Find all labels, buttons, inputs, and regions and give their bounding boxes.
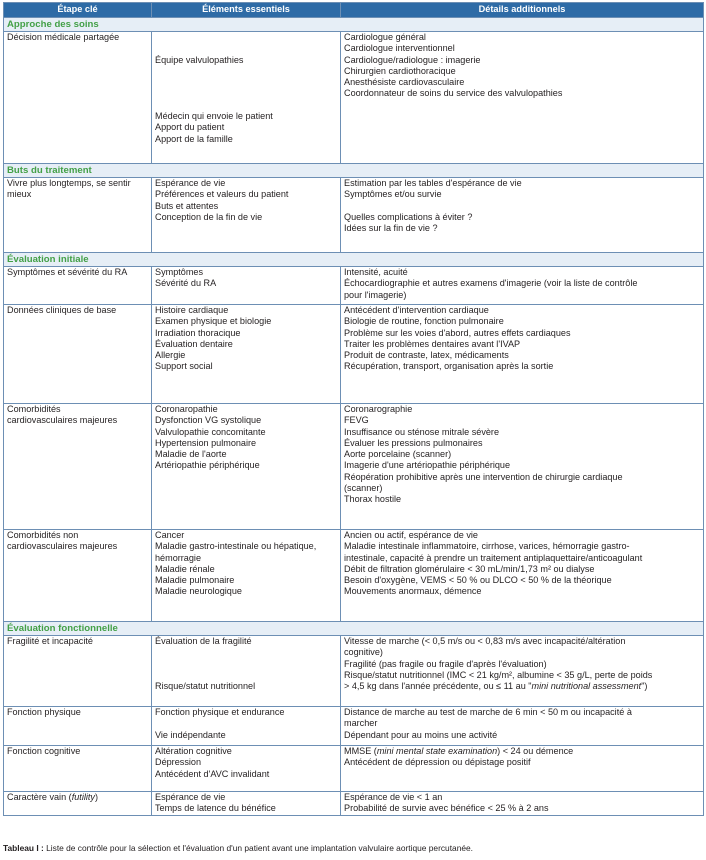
key-step-line: Comorbidités non [7,530,79,540]
table-row [4,530,704,622]
detail-line: Échocardiographie et autres examens d'imagerie (voir la liste de contrôle [344,278,638,289]
table-row [4,305,704,404]
essential-element-line: Fonction physique et endurance [155,707,285,717]
essential-element-line: Maladie rénale [155,563,215,574]
table-row [4,792,704,816]
detail-line: Probabilité de survie avec bénéfice < 25 % à 2 ans [344,803,549,814]
essential-element-line: Irradiation thoracique [155,327,241,338]
key-step-cell [4,746,152,792]
essential-element-line: hémorragie [155,552,201,563]
header-additional-details: Détails additionnels [341,3,704,18]
key-step-cell [4,707,152,746]
essential-element-line: Apport de la famille [155,133,233,144]
blank-line [155,100,337,111]
essential-elements-cell [152,636,341,707]
essential-element-line: Hypertension pulmonaire [155,437,257,448]
detail-line: Quelles complications à éviter ? [344,211,473,222]
detail-line: (scanner) [344,483,383,494]
essential-element-line: Histoire cardiaque [155,305,229,315]
detail-line: Traiter les problèmes dentaires avant l'IVAP [344,338,521,349]
blank-line [155,88,337,99]
key-step-cell [4,305,152,404]
essential-element-line: Conception de la fin de vie [155,211,263,222]
essential-element-line: Maladie de l'aorte [155,449,227,460]
detail-line: MMSE (mini mental state examination) < 24 ou démence [344,746,574,756]
blank-line [155,77,337,88]
detail-line: Coordonnateur de soins du service des valvulopathies [344,88,563,99]
detail-line: Cardiologue général [344,32,426,42]
detail-line: Débit de filtration glomérulaire < 30 mL/min/1,73 m² ou dialyse [344,563,595,574]
detail-line: intestinale, capacité à prendre un traitement antiplaquettaire/anticoagulant [344,552,643,563]
key-step-label: Fragilité et incapacité [7,636,93,646]
detail-line: Dépendant pour au moins une activité [344,729,498,740]
table-row [4,32,704,164]
essential-element-line: Dysfonction VG systolique [155,415,262,426]
section-title: Évaluation fonctionnelle [4,622,704,636]
table-caption [3,843,473,853]
key-step-cell [4,267,152,305]
section-row [4,622,704,636]
detail-line: Estimation par les tables d'espérance de vie [344,178,522,188]
additional-details-cell [341,636,704,707]
essential-element-line: Risque/statut nutritionnel [155,681,256,692]
table-row [4,404,704,530]
essential-element-line: Maladie gastro-intestinale ou hépatique, [155,541,317,552]
essential-element-line: Apport du patient [155,122,225,133]
key-step-cell [4,530,152,622]
essential-element-line: Symptômes [155,267,204,277]
section-title: Évaluation initiale [4,253,704,267]
detail-line: Vitesse de marche (< 0,5 m/s ou < 0,83 m/s avec incapacité/altération [344,636,626,646]
key-step-line: cardiovasculaires majeures [7,541,118,552]
detail-line: Insuffisance ou sténose mitrale sévère [344,426,500,437]
essential-element-line: Coronaropathie [155,404,218,414]
essential-element-line: Espérance de vie [155,792,226,802]
section-row [4,253,704,267]
detail-line: Produit de contraste, latex, médicaments [344,350,509,361]
additional-details-cell [341,32,704,164]
essential-element-line: Valvulopathie concomitante [155,426,266,437]
caption-label: Tableau I : [3,843,44,853]
detail-line: Thorax hostile [344,494,402,505]
key-step-cell [4,636,152,707]
detail-line: Coronarographie [344,404,413,414]
detail-line: Réopération prohibitive après une intervention de chirurgie cardiaque [344,471,623,482]
key-step-label: Décision médicale partagée [7,32,120,42]
additional-details-cell [341,707,704,746]
essential-elements-cell [152,746,341,792]
additional-details-cell [341,305,704,404]
key-step-cell [4,178,152,253]
additional-details-cell [341,178,704,253]
blank-line [155,32,337,43]
caption-text: Liste de contrôle pour la sélection et l'évaluation d'un patient avant une implantation valvulaire aortique percutanée. [43,843,474,853]
essential-elements-cell [152,707,341,746]
essential-element-line: Sévérité du RA [155,278,217,289]
detail-line: Aorte porcelaine (scanner) [344,449,452,460]
detail-line: Intensité, acuité [344,267,408,277]
table-row [4,267,704,305]
detail-line: FEVG [344,415,369,426]
detail-line: Idées sur la fin de vie ? [344,223,438,234]
section-row [4,18,704,32]
detail-line: pour l'imagerie) [344,289,407,300]
detail-line: Distance de marche au test de marche de 6 min < 50 m ou incapacité à [344,707,632,717]
key-step-cell [4,792,152,816]
key-step-label: Symptômes et sévérité du RA [7,267,128,277]
blank-line [155,718,337,729]
table-header-row [4,3,704,18]
key-step-label: Vivre plus longtemps, se sentir mieux [7,178,131,200]
additional-details-cell [341,746,704,792]
essential-element-line: Examen physique et biologie [155,316,272,327]
essential-element-line: Allergie [155,350,186,361]
additional-details-cell [341,530,704,622]
detail-line: Antécédent de dépression ou dépistage positif [344,757,531,768]
essential-element-line: Dépression [155,757,201,768]
essential-elements-cell [152,404,341,530]
key-step-line: Comorbidités [7,404,61,414]
detail-line: Cardiologue interventionnel [344,43,455,54]
detail-line: Problème sur les voies d'abord, autres effets cardiaques [344,327,571,338]
detail-line: Risque/statut nutritionnel (IMC < 21 kg/m², albumine < 35 g/L, perte de poids [344,669,653,680]
essential-element-line: Cancer [155,530,185,540]
key-step-label: Caractère vain (futility) [7,792,98,802]
essential-element-line: Artériopathie périphérique [155,460,260,471]
key-step-cell [4,32,152,164]
header-key-step: Étape clé [4,3,152,18]
table-row [4,707,704,746]
detail-line: Besoin d'oxygène, VEMS < 50 % ou DLCO < 50 % de la théorique [344,575,612,586]
detail-line: Antécédent d'intervention cardiaque [344,305,489,315]
essential-element-line: Évaluation dentaire [155,338,233,349]
blank-line [155,66,337,77]
essential-element-line: Temps de latence du bénéfice [155,803,276,814]
essential-elements-cell [152,305,341,404]
key-step-label: Données cliniques de base [7,305,117,315]
section-row [4,164,704,178]
blank-line [155,647,337,658]
section-title: Buts du traitement [4,164,704,178]
detail-line: Symptômes et/ou survie [344,189,442,200]
essential-element-line: Préférences et valeurs du patient [155,189,289,200]
table-row [4,746,704,792]
additional-details-cell [341,267,704,305]
detail-line: > 4,5 kg dans l'année précédente, ou ≤ 11 au "mini nutritional assessment") [344,681,648,692]
detail-line: Espérance de vie < 1 an [344,792,443,802]
blank-line [155,670,337,681]
detail-line: marcher [344,718,378,729]
detail-line: Anesthésiste cardiovasculaire [344,77,465,88]
essential-element-line: Espérance de vie [155,178,226,188]
table-body [4,18,704,816]
essential-elements-cell [152,267,341,305]
essential-element-line: Maladie pulmonaire [155,575,235,586]
detail-line: Maladie intestinale inflammatoire, cirrhose, varices, hémorragie gastro- [344,541,630,552]
essential-element-line: Support social [155,361,213,372]
essential-elements-cell [152,32,341,164]
blank-line [155,43,337,54]
essential-element-line: Antécédent d'AVC invalidant [155,768,270,779]
key-step-label: Fonction cognitive [7,746,81,756]
detail-line: Ancien ou actif, espérance de vie [344,530,478,540]
essential-element-line: Évaluation de la fragilité [155,636,252,646]
detail-line: cognitive) [344,647,383,658]
key-step-line: cardiovasculaires majeures [7,415,118,426]
essential-elements-cell [152,530,341,622]
table-row [4,178,704,253]
blank-line [155,659,337,670]
checklist-table [3,2,704,816]
detail-line: Imagerie d'une artériopathie périphérique [344,460,511,471]
header-essential-elements: Éléments essentiels [152,3,341,18]
detail-line: Cardiologue/radiologue : imagerie [344,54,481,65]
key-step-label: Fonction physique [7,707,81,717]
additional-details-cell [341,404,704,530]
essential-element-line: Altération cognitive [155,746,232,756]
essential-element-line: Médecin qui envoie le patient [155,111,273,122]
detail-line: Fragilité (pas fragile ou fragile d'après l'évaluation) [344,658,547,669]
detail-line: Évaluer les pressions pulmonaires [344,437,483,448]
additional-details-cell [341,792,704,816]
table-row [4,636,704,707]
detail-line: Chirurgien cardiothoracique [344,65,456,76]
essential-element-line: Buts et attentes [155,200,219,211]
detail-line: Mouvements anormaux, démence [344,586,482,597]
detail-line: Biologie de routine, fonction pulmonaire [344,316,504,327]
essential-element-line: Maladie neurologique [155,586,242,597]
detail-line: Récupération, transport, organisation après la sortie [344,361,554,372]
essential-elements-cell [152,792,341,816]
essential-element-line: Vie indépendante [155,729,226,740]
essential-elements-cell [152,178,341,253]
section-title: Approche des soins [4,18,704,32]
essential-element-line: Équipe valvulopathies [155,54,244,65]
key-step-cell [4,404,152,530]
blank-line [344,201,700,212]
